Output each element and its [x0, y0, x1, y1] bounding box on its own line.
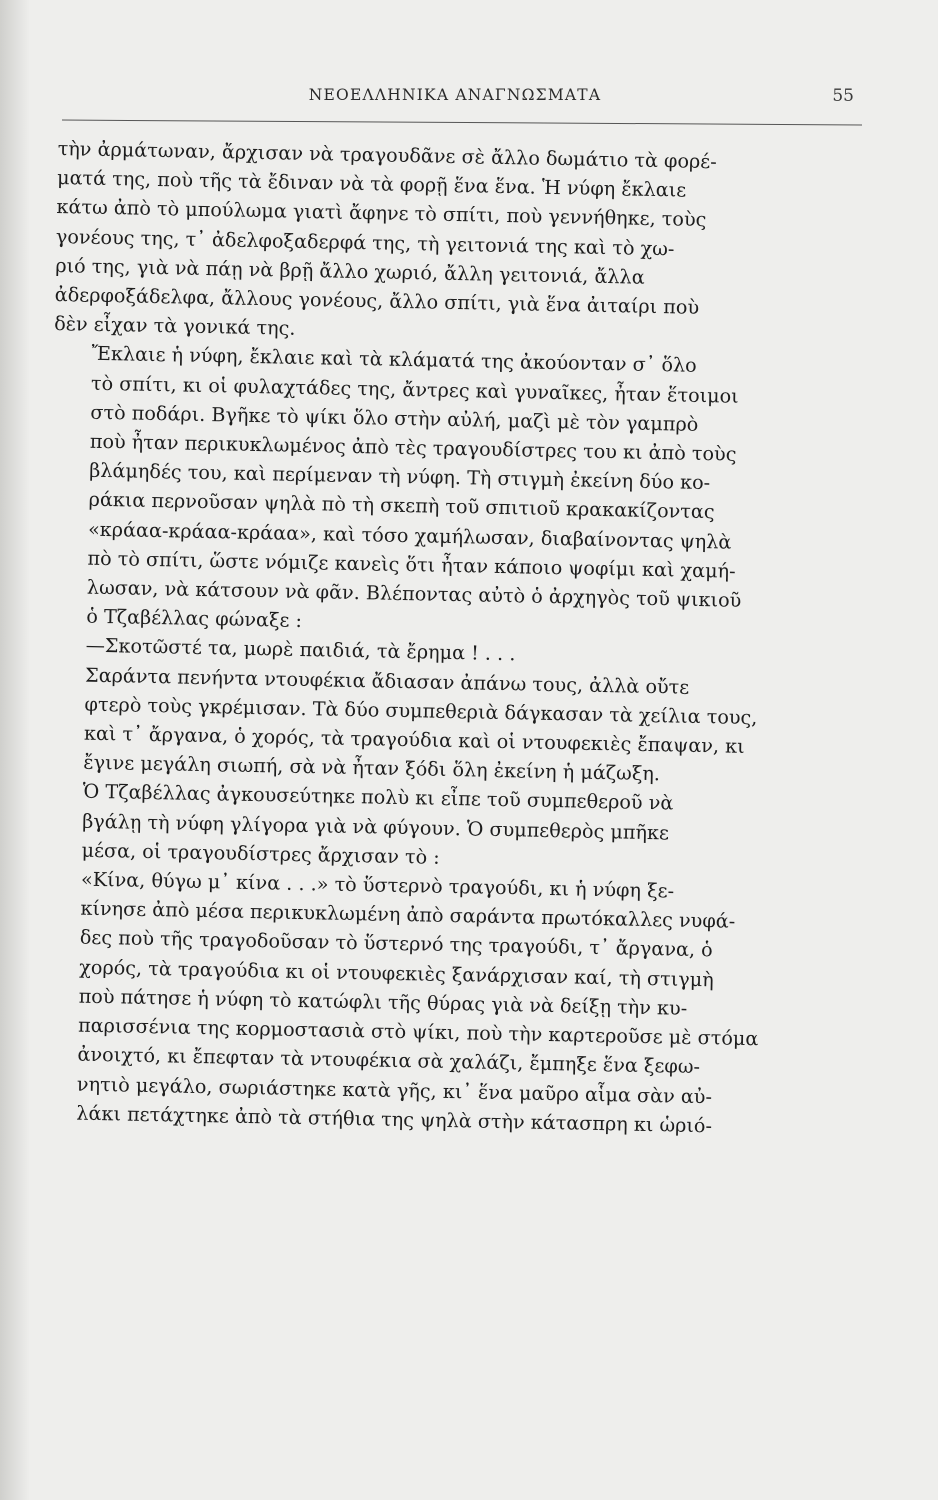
text-line: δες ποὺ τῆς τραγοδοῦσαν τὸ ὕστερνό της τραγούδι, τ᾽ ἄργανα, ὁ [79, 926, 713, 962]
text-line: καὶ τ᾽ ἄργανα, ὁ χορός, τὰ τραγούδια καὶ οἱ ντουφεκιὲς ἔπαψαν, κι [83, 721, 745, 758]
text-line: τὴν ἀρμάτωναν, ἄρχισαν νὰ τραγουδᾶνε σὲ ἄλλο δωμάτιο τὰ φορέ- [57, 136, 717, 174]
text-line: ἀδερφοξάδελφα, ἄλλους γονέους, ἄλλο σπίτι, γιὰ ἕνα ἀιταίρι ποὺ [54, 282, 700, 319]
text-line: κάτω ἀπὸ τὸ μπούλωμα γιατὶ ἄφηνε τὸ σπίτι, ποὺ γεννήθηκε, τοὺς [56, 195, 707, 232]
paragraph [48, 338, 854, 646]
running-header [60, 86, 854, 110]
text-line: τὸ σπίτι, κι οἱ φυλαχτάδες της, ἄντρες καὶ γυναῖκες, ἦταν ἕτοιμοι [90, 371, 739, 408]
text-line: ράκια περνοῦσαν ψηλὰ πὸ τὴ σκεπὴ τοῦ σπιτιοῦ κρακακίζοντας [88, 488, 715, 524]
body-text [38, 134, 858, 1143]
text-line: λάκι πετάχτηκε ἀπὸ τὰ στήθια της ψηλὰ στὴν κάτασπρη κι ὡριό- [76, 1101, 713, 1138]
header-rule [62, 120, 862, 126]
paragraph [54, 134, 858, 354]
running-title: ΝΕΟΕΛΛΗΝΙΚΑ ΑΝΑΓΝΩΣΜΑΤΑ [308, 86, 602, 104]
text-line: Ἔκλαιε ἡ νύφη, ἔκλαιε καὶ τὰ κλάματά της ἀκούονταν σ᾽ ὅλο [91, 342, 697, 378]
text-line: ποὺ πάτησε ἡ νύφη τὸ κατώφλι τῆς θύρας γιὰ νὰ δείξῃ τὴν κυ- [78, 984, 688, 1020]
text-line: «Κίνα, θύγω μ᾽ κίνα . . .» τὸ ὕστερνὸ τραγούδι, κι ἡ νύφη ξε- [80, 867, 675, 903]
page-shadow [0, 0, 30, 1500]
text-line: δὲν εἶχαν τὰ γονικά της. [53, 312, 296, 341]
text-line: βγάλῃ τὴ νύφη γλίγορα γιὰ νὰ φύγουν. Ὁ συμπεθερὸς μπῆκε [81, 809, 670, 845]
text-line: χορός, τὰ τραγούδια κι οἱ ντουφεκιὲς ξανάρχισαν καί, τὴ στιγμὴ [79, 955, 714, 992]
paragraph [38, 864, 843, 1143]
text-line: Ὁ Τζαβέλλας ἀγκουσεύτηκε πολὺ κι εἶπε τοῦ συμπεθεροῦ νὰ [82, 780, 674, 815]
text-line: ἀνοιχτό, κι ἔπεφταν τὰ ντουφέκια σὰ χαλάζι, ἔμπηξε ἕνα ξεφω- [77, 1042, 701, 1079]
text-line: Σαράντα πενήντα ντουφέκια ἄδιασαν ἀπάνω τους, ἀλλὰ οὔτε [84, 663, 690, 699]
text-line: λωσαν, νὰ κάτσουν νὰ φᾶν. Βλέποντας αὐτὸ ὁ ἀρχηγὸς τοῦ ψικιοῦ [86, 575, 742, 612]
paragraph [43, 776, 845, 880]
text-line: —Σκοτῶστέ τα, μωρὲ παιδιά, τὰ ἔρημα ! . . . [85, 634, 516, 666]
text-line: στὸ ποδάρι. Βγῆκε τὸ ψίκι ὅλο στὴν αὐλή, μαζὶ μὲ τὸν γαμπρὸ [90, 400, 699, 436]
text-line: κίνησε ἀπὸ μέσα περικυκλωμένη ἀπὸ σαράντα πρωτόκαλλες νυφά- [80, 896, 736, 934]
text-line: ματά της, ποὺ τῆς τὰ ἔδιναν νὰ τὰ φορῇ ἕνα ἕνα. Ἡ νύφη ἔκλαιε [56, 166, 687, 202]
text-line: πὸ τὸ σπίτι, ὥστε νόμιζε κανεὶς ὅτι ἦταν κάποιο ψοφίμι καὶ χαμή- [87, 546, 736, 583]
text-line: ἔγινε μεγάλη σιωπή, σὰ νὰ ἦταν ξόδι ὅλη ἐκείνη ἡ μάζωξη. [83, 750, 661, 786]
paragraph [45, 660, 847, 793]
text-line: ποὺ ἦταν περικυκλωμένος ἀπὸ τὲς τραγουδίστρες του κι ἀπὸ τοὺς [89, 429, 737, 466]
text-line: «κράαα-κράαα-κράαα», καὶ τόσο χαμήλωσαν, διαβαίνοντας ψηλὰ [87, 517, 732, 554]
text-line: νητιὸ μεγάλο, σωριάστηκε κατὰ γῆς, κι᾽ ἕνα μαῦρο αἷμα σὰν αὐ- [76, 1072, 713, 1108]
page-number: 55 [832, 86, 854, 106]
text-line: ριό της, γιὰ νὰ πάῃ νὰ βρῇ ἄλλο χωριό, ἄλλη γειτονιά, ἄλλα [55, 253, 645, 289]
text-line: γονέους της, τ᾽ ἀδελφοξαδερφά της, τὴ γειτονιά της καὶ τὸ χω- [55, 224, 675, 261]
text-line: παρισσένια της κορμοστασιὰ στὸ ψίκι, ποὺ τὴν καρτεροῦσε μὲ στόμα [77, 1013, 759, 1051]
text-line: φτερὸ τοὺς γκρέμισαν. Τὰ δύο συμπεθεριὰ δάγκασαν τὰ χείλια τους, [84, 692, 758, 730]
text-line: μέσα, οἱ τραγουδίστρες ἄρχισαν τὸ : [81, 838, 440, 869]
text-line: βλάμηδές του, καὶ περίμεναν τὴ νύφη. Τὴ στιγμὴ ἐκείνη δύο κο- [89, 458, 711, 495]
text-line: ὁ Τζαβέλλας φώναξε : [86, 604, 303, 633]
